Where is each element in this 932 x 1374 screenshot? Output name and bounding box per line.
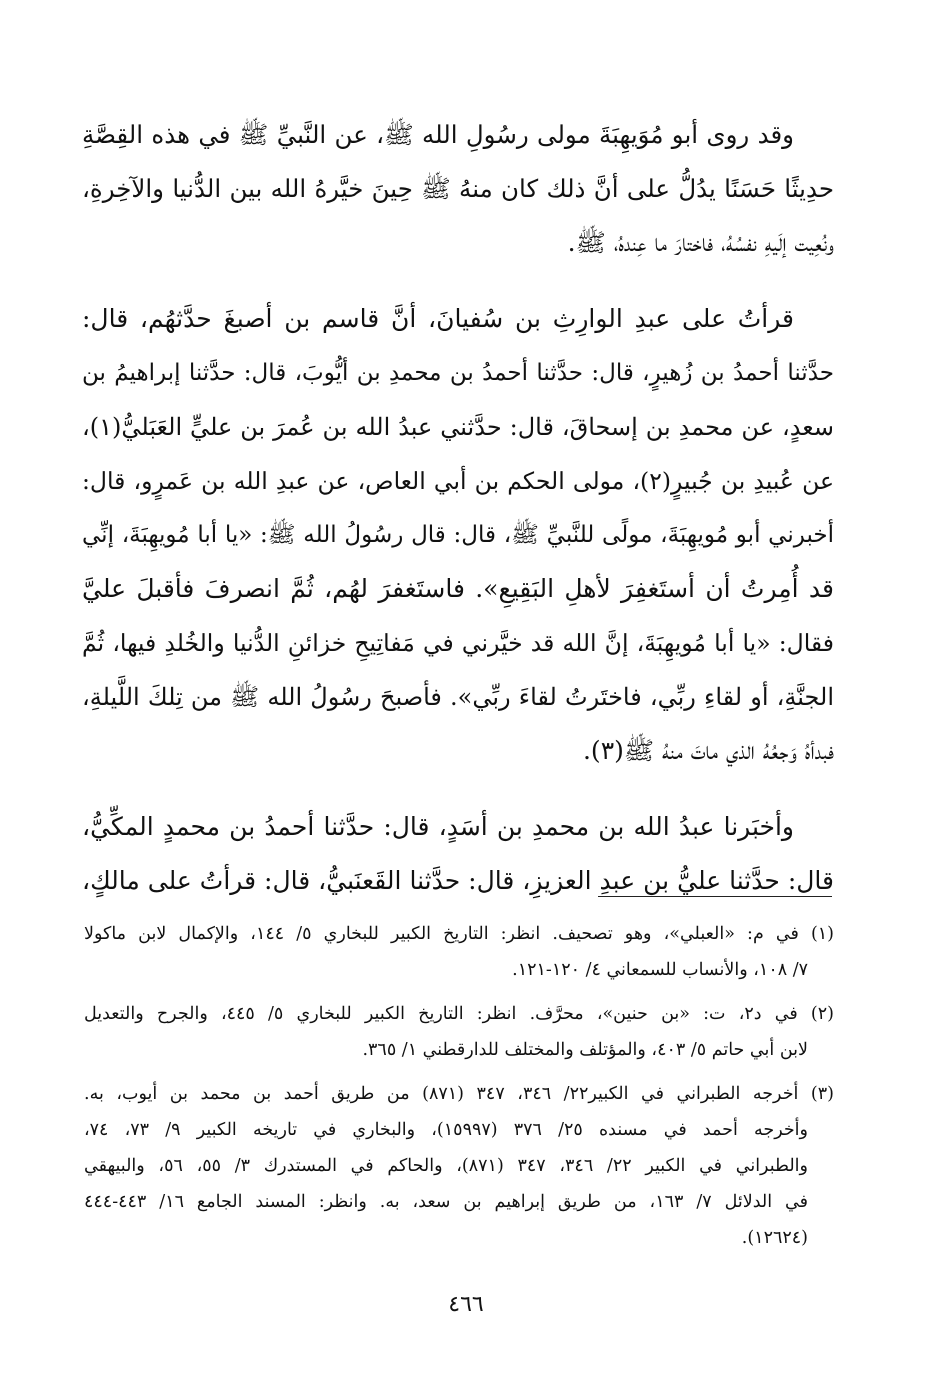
footnote-line: (١) في م: «العبلي»، وهو تصحيف. انظر: التاريخ الكبير للبخاري ٥/ ١٤٤، والإكمال لابن ماكولا: [84, 924, 834, 944]
text-line: قال: حدَّثنا عليُّ بن عبدِ العزيزِ، قال: حدَّثنا القَعنَبيُّ، قال: قرأتُ على مالكٍ،: [82, 866, 834, 895]
footnote-separator: [598, 896, 832, 897]
footnote-line: في الدلائل ٧/ ١٦٣، من طريق إبراهيم بن سعد، به. وانظر: المسند الجامع ١٦/ ٤٤٣-٤٤٤: [84, 1192, 808, 1212]
text-line: قد أُمِرتُ أن أستَغفِرَ لأهلِ البَقِيعِ». فاستَغفرَ لهُم، ثُمَّ انصرفَ فأقبلَ عليَّ: [82, 574, 834, 603]
footnote-line: (١٢٦٢٤).: [741, 1228, 808, 1248]
text-line: وقد روى أبو مُوَيهِبَةَ مولى رسُولِ الله ﷺ، عن النَّبيِّ ﷺ في هذه القِصَّةِ: [82, 120, 794, 149]
footnote-line: (٢) في د٢، ت: «بن حنين»، محرَّف. انظر: التاريخ الكبير للبخاري ٥/ ٤٤٥، والجرح والتعديل: [84, 1004, 834, 1024]
text-line: سعدٍ، عن محمدِ بن إسحاقَ، قال: حدَّثني عبدُ الله بن عُمرَ بن عليٍّ العَبَليُّ(١)،: [82, 413, 834, 441]
text-line: الجنَّةِ، أو لقاءِ ربِّي، فاختَرتُ لقاءَ ربِّي». فأصبحَ رسُولُ الله ﷺ من تِلكَ اللَّيلةِ،: [82, 683, 834, 711]
footnotes: [84, 916, 834, 1264]
footnote-line: ٧/ ١٠٨، والأنساب للسمعاني ٤/ ١٢٠-١٢١.: [512, 960, 808, 980]
footnote-line: وأخرجه أحمد في مسنده ٢٥/ ٣٧٦ (١٥٩٩٧)، والبخاري في تاريخه الكبير ٩/ ٧٣، ٧٤،: [84, 1120, 808, 1140]
text-line: أخبرني أبو مُويهِبَةَ، مولًى للنَّبيِّ ﷺ، قال: قال رسُولُ الله ﷺ: «يا أبا مُويهِبَةَ، إنِّي: [82, 522, 834, 548]
footnote-1: [84, 916, 834, 988]
footnote-3: [84, 1076, 834, 1256]
footnote-line: لابن أبي حاتم ٥/ ٤٠٣، والمؤتلف والمختلف للدارقطني ١/ ٣٦٥.: [362, 1040, 808, 1060]
text-line: وأخبَرنا عبدُ الله بن محمدِ بن أسَدٍ، قال: حدَّثنا أحمدُ بن محمدٍ المكِّيُّ،: [82, 812, 794, 841]
text-line: ونُعِيت إلَيهِ نفسُهُ، فاختارَ ما عِندهُ، ﷺ.: [567, 228, 834, 257]
main-text: [82, 108, 834, 908]
paragraph: [82, 800, 834, 908]
text-line: عن عُبيدِ بن جُبيرٍ(٢)، مولى الحكم بن أبي العاص، عن عبدِ الله بن عَمرٍو، قال:: [82, 467, 834, 495]
paragraph: [82, 108, 834, 270]
footnote-line: (٣) أخرجه الطبراني في الكبير٢٢/ ٣٤٦، ٣٤٧ (٨٧١) من طريق أحمد بن محمد بن أيوب، به.: [84, 1084, 834, 1104]
text-line: حدَّثنا أحمدُ بن زُهيرٍ، قال: حدَّثنا أحمدُ بن محمدِ بن أيُّوبَ، قال: حدَّثنا إبراهيمُ بن: [82, 360, 834, 386]
footnote-line: والطبراني في الكبير ٢٢/ ٣٤٦، ٣٤٧ (٨٧١)، والحاكم في المستدرك ٣/ ٥٥، ٥٦، والبيهقي: [84, 1156, 808, 1176]
paragraph: [82, 292, 834, 778]
footnote-2: [84, 996, 834, 1068]
text-line: حدِيثًا حَسَنًا يدُلُّ على أنَّ ذلك كان منهُ ﷺ حِينَ خيَّرهُ الله بين الدُّنيا والآخِرةِ،: [82, 174, 834, 203]
text-line: فبدأهُ وَجعُهُ الذي ماتَ منهُ ﷺ(٣).: [582, 736, 834, 765]
page-number: ٤٦٦: [448, 1292, 484, 1317]
text-line: فقال: «يا أبا مُويهِبَةَ، إنَّ الله قد خيَّرني في مَفاتِيحِ خزائنِ الدُّنيا والخُلدِ فيها، ثُمَّ: [82, 629, 834, 657]
text-line: قرأتُ على عبدِ الوارِثِ بن سُفيانَ، أنَّ قاسم بن أصبغَ حدَّثهُم، قال:: [82, 304, 794, 333]
